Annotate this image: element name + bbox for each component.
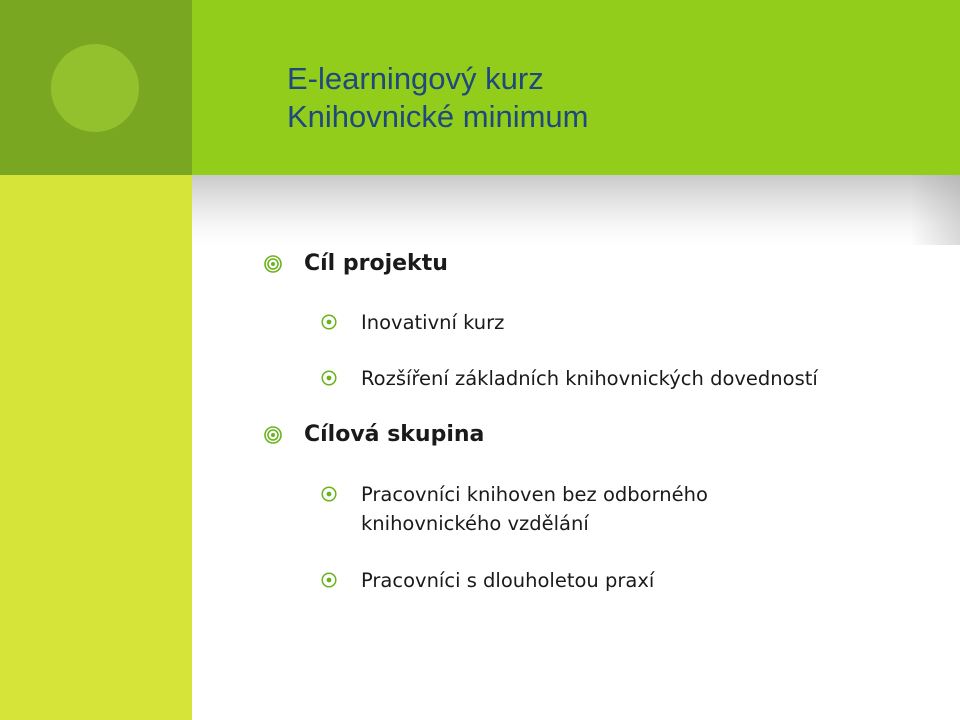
list-item-text: Pracovníci s dlouholetou praxí — [361, 569, 655, 592]
slide-title-line-2: Knihovnické minimum — [287, 99, 589, 134]
list-item-text-line-2: knihovnického vzdělání — [361, 512, 589, 535]
section-heading-text: Cíl projektu — [304, 251, 448, 276]
circle-bullet-icon — [321, 572, 337, 588]
section-heading-goal — [264, 249, 448, 279]
list-item — [321, 364, 818, 393]
slide-title-line-1: E-learningový kurz — [287, 61, 544, 96]
list-item-text: Rozšíření základních knihovnických dovedností — [361, 367, 818, 390]
circle-bullet-icon — [321, 314, 337, 330]
list-item-text-line-1: Pracovníci knihoven bez odborného — [361, 483, 708, 506]
section-heading-target-group — [264, 420, 484, 450]
circle-bullet-icon — [321, 370, 337, 386]
circle-bullet-icon — [321, 486, 337, 502]
list-item — [321, 480, 708, 538]
target-bullet-icon — [264, 426, 282, 444]
list-item — [321, 566, 654, 595]
target-bullet-icon — [264, 255, 282, 273]
list-item-text — [361, 480, 708, 538]
list-item — [321, 308, 504, 337]
list-item-text: Inovativní kurz — [361, 311, 505, 334]
section-heading-text: Cílová skupina — [304, 422, 485, 447]
